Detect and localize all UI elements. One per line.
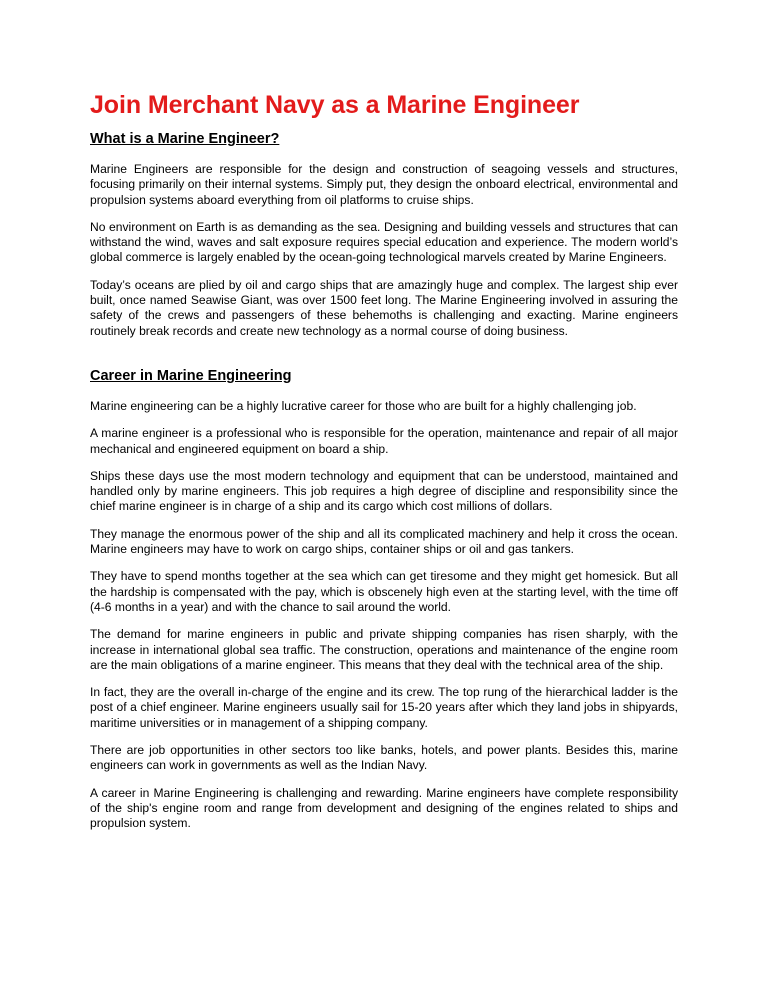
document-page [90,90,678,832]
paragraph: Today’s oceans are plied by oil and cargo ships that are amazingly huge and complex. The largest ship ever built, once named Seawise Giant, was over 1500 feet long. The Marine Engineering involved in assuring the safety of the crews and passengers of these behemoths is challenging and exacting. Marine engineers routinely break records and create new technology as a normal course of doing business. [90,277,678,338]
paragraph: A marine engineer is a professional who is responsible for the operation, maintenance and repair of all major mechanical and engineered equipment on board a ship. [90,426,678,456]
section-heading-career: Career in Marine Engineering [90,367,292,384]
paragraph: There are job opportunities in other sectors too like banks, hotels, and power plants. Besides this, marine engineers can work in governments as well as the Indian Navy. [90,743,678,773]
paragraph: The demand for marine engineers in public and private shipping companies has risen sharply, with the increase in international global sea traffic. The construction, operations and maintenance of the engine room are the main obligations of a marine engineer. This means that they deal with the technical area of the ship. [90,627,678,672]
section-heading-what-is: What is a Marine Engineer? [90,131,280,147]
paragraph: Ships these days use the most modern technology and equipment that can be understood, maintained and handled only by marine engineers. This job requires a high degree of discipline and responsibility since the chief marine engineer is in charge of a ship and its cargo which cost millions of dollars. [90,468,678,514]
document-title: Join Merchant Navy as a Marine Engineer [90,91,580,119]
paragraph: A career in Marine Engineering is challenging and rewarding. Marine engineers have complete responsibility of the ship's engine room and range from development and designing of the engines related to ships and propulsion system. [90,785,678,831]
paragraph: Marine Engineers are responsible for the design and construction of seagoing vessels and structures, focusing primarily on their internal systems. Simply put, they design the onboard electrical, environmental and propulsion systems aboard everything from oil platforms to cruise ships. [90,162,678,207]
paragraph: Marine engineering can be a highly lucrative career for those who are built for a highly challenging job. [90,398,637,413]
paragraph: No environment on Earth is as demanding as the sea. Designing and building vessels and structures that can withstand the wind, waves and salt exposure requires special education and experience. The modern world’s global commerce is largely enabled by the ocean-going technological marvels created by Marine Engineers. [90,219,678,265]
paragraph: They manage the enormous power of the ship and all its complicated machinery and help it cross the ocean. Marine engineers may have to work on cargo ships, container ships or oil and gas tankers. [90,526,678,557]
paragraph: In fact, they are the overall in-charge of the engine and its crew. The top rung of the hierarchical ladder is the post of a chief engineer. Marine engineers usually sail for 15-20 years after which they land jobs in shipyards, maritime universities or in management of a shipping company. [90,685,678,730]
paragraph: They have to spend months together at the sea which can get tiresome and they might get homesick. But all the hardship is compensated with the pay, which is obscenely high even at the starting level, with the time off (4-6 months in a year) and with the chance to sail around the world. [90,569,678,614]
